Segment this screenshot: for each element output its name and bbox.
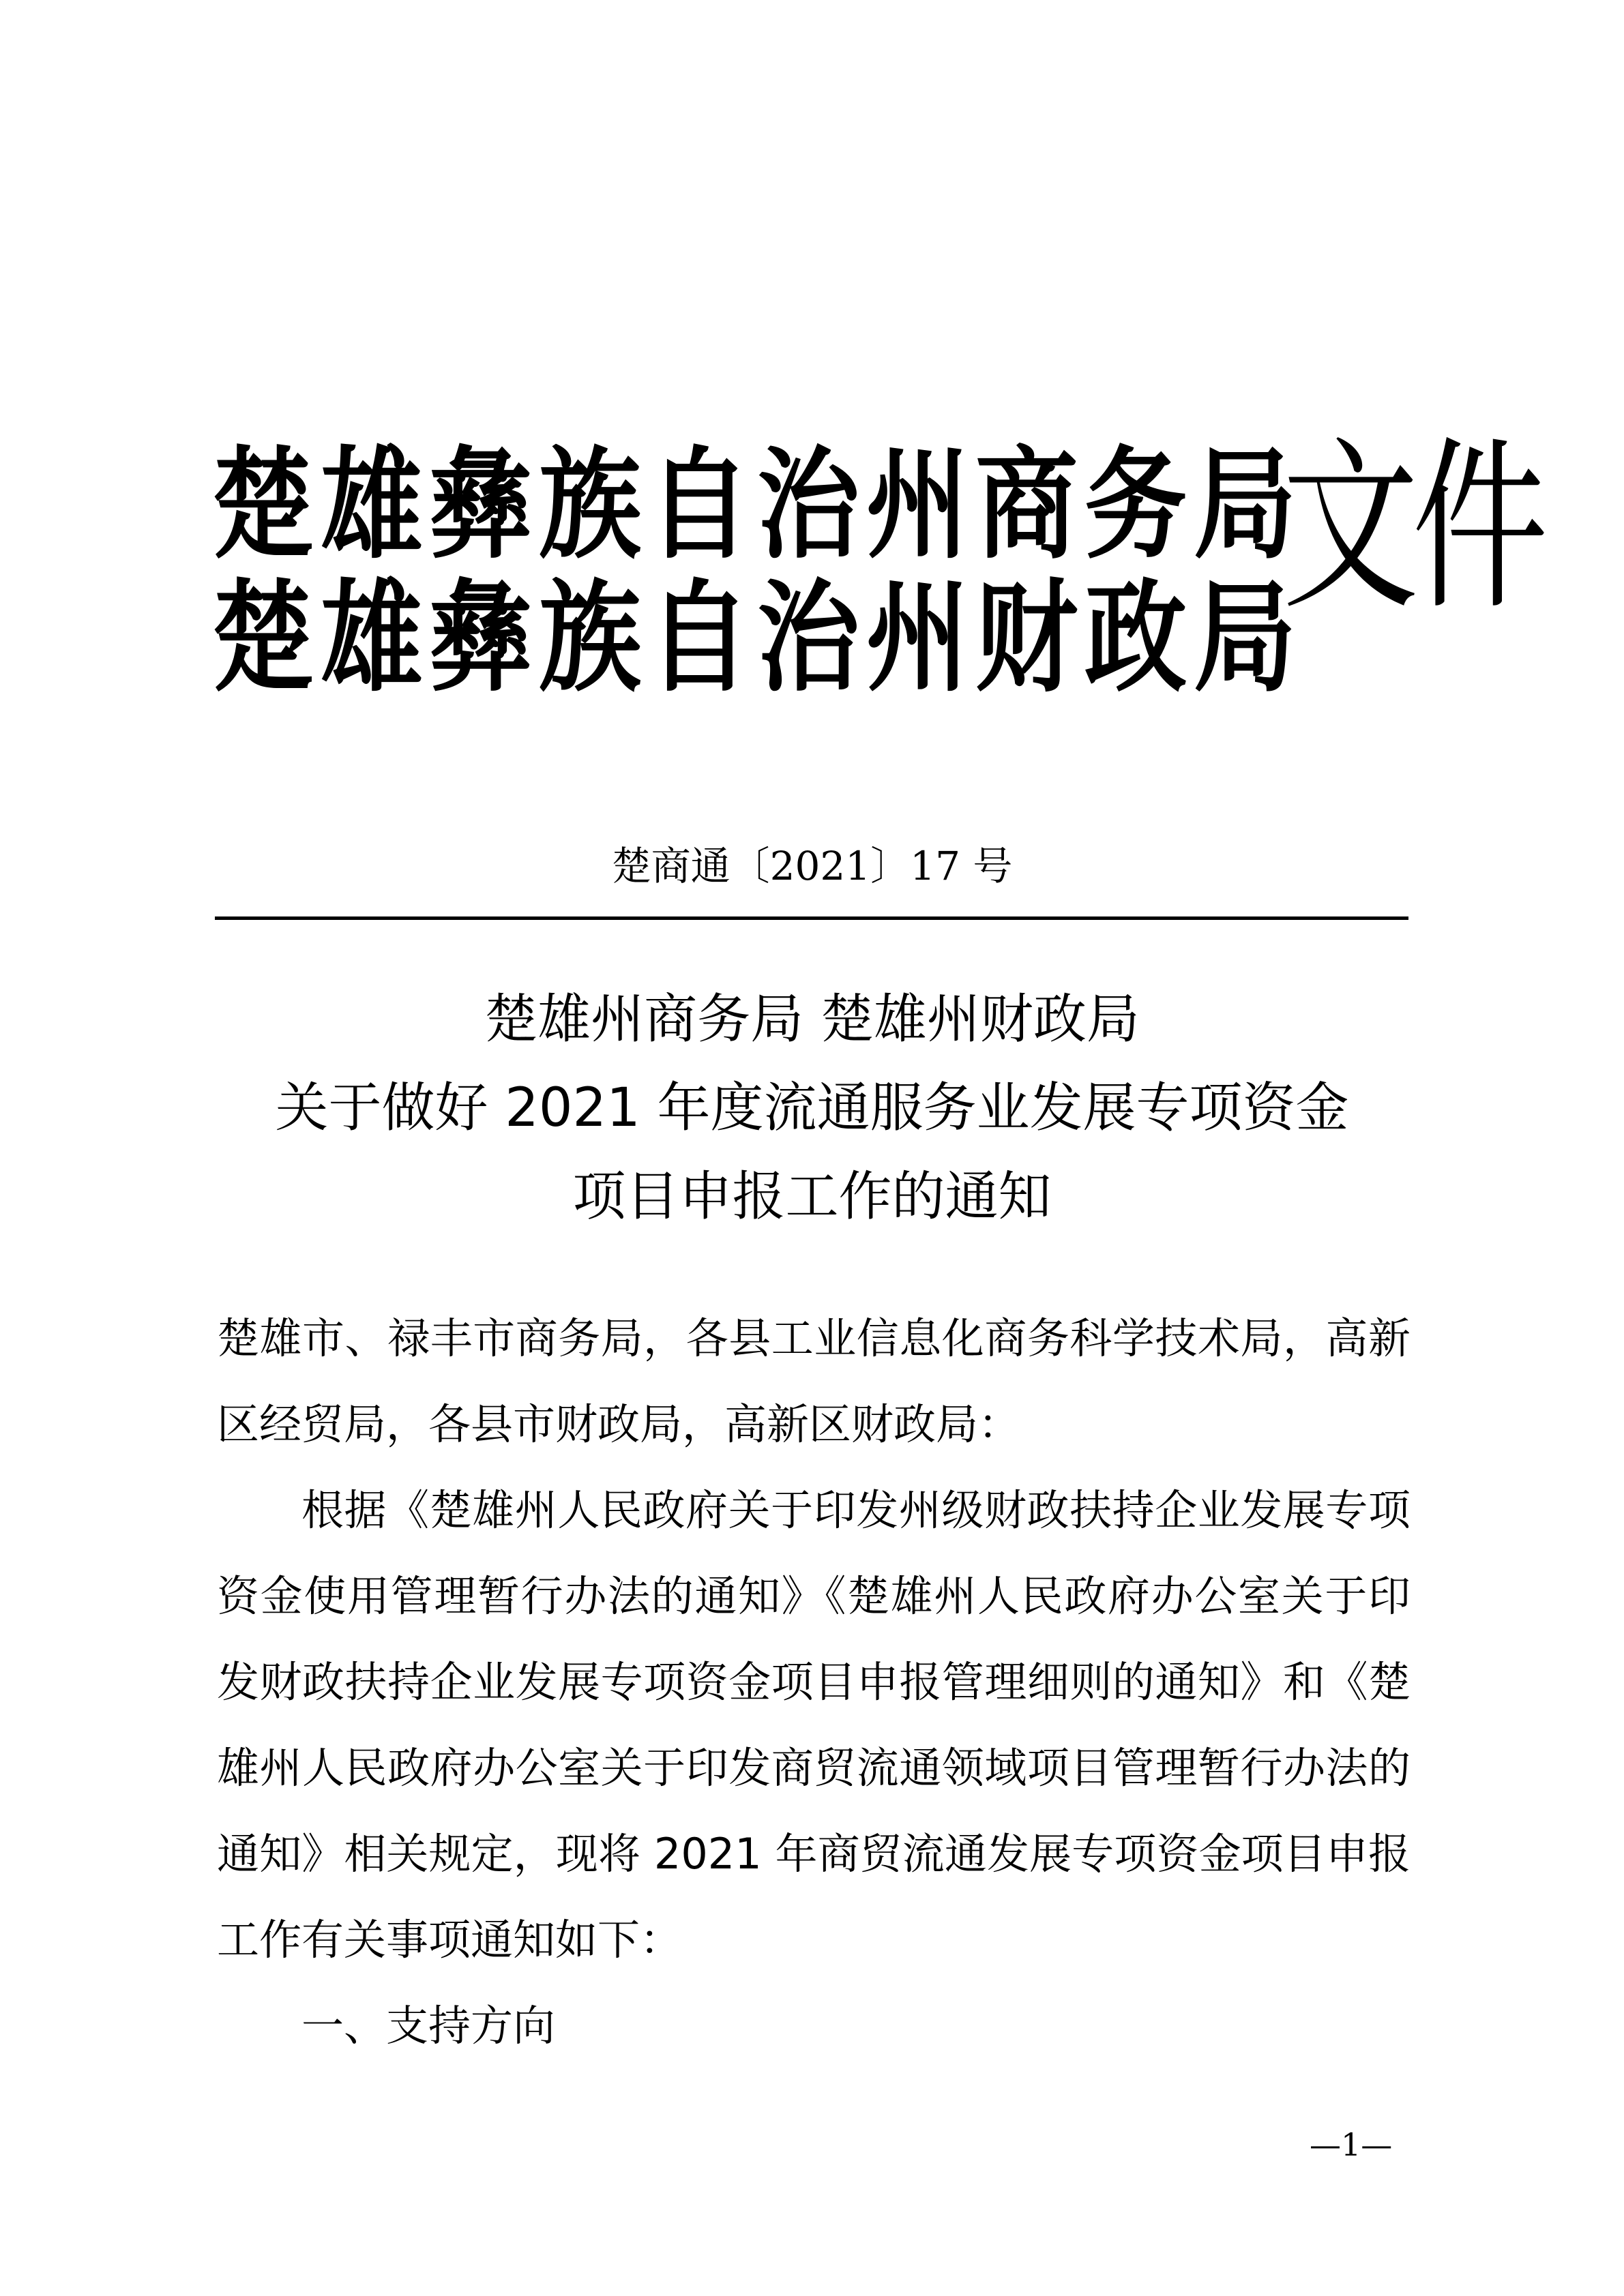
body-paragraph: 根据《楚雄州人民政府关于印发州级财政扶持企业发展专项资金使用管理暂行办法的通知》《楚雄州人民政府办公室关于印发财政扶持企业发展专项资金项目申报管理细则的通知》和《楚雄州人民政府办公室关于印发商贸流通领域项目管理暂行办法的通知》相关规定，现将 2021 年商贸流通发展专项资金项目申报工作有关事项通知如下： xyxy=(217,1485,1411,1965)
recipients-paragraph: 楚雄市、禄丰市商务局，各县工业信息化商务科学技术局，高新区经贸局，各县市财政局，高新区财政局： xyxy=(217,1313,1411,1449)
document-body xyxy=(217,1296,1411,2069)
issuing-agencies xyxy=(211,416,1303,709)
title-line-1: 楚雄州商务局 楚雄州财政局 xyxy=(484,989,1140,1050)
document-title xyxy=(0,975,1624,1241)
header-divider-rule xyxy=(215,916,1408,920)
document-number: 楚商通〔2021〕17 号 xyxy=(611,843,1013,889)
document-type-label: 文件 xyxy=(1282,421,1542,636)
section-heading: 一、支持方向 xyxy=(301,2001,556,2051)
title-line-2: 关于做好 2021 年度流通服务业发展专项资金 xyxy=(275,1077,1349,1139)
agency-name-commerce: 楚雄彝族自治州商务局 xyxy=(211,435,1303,576)
page-number: —1— xyxy=(1310,2126,1393,2163)
title-line-3: 项目申报工作的通知 xyxy=(572,1166,1052,1227)
agency-name-finance: 楚雄彝族自治州财政局 xyxy=(211,568,1303,709)
